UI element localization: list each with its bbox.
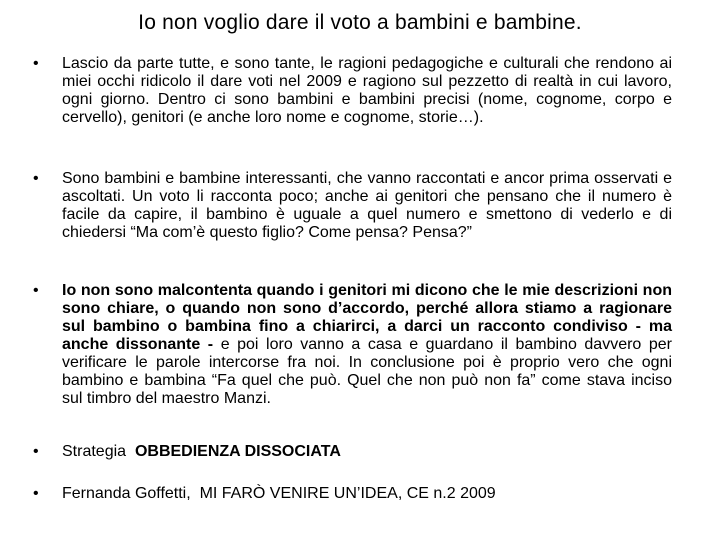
bullet-text-3 xyxy=(62,282,672,408)
bullet-text-1: Lascio da parte tutte, e sono tante, le ragioni pedagogiche e culturali che rendono ai miei occhi ridicolo il dare voti nel 2009 e ragiono sul pezzetto di realtà in cui lavoro, ogni giorno. Dentro ci sono bambini e bambini precisi (nome, cognome, corpo e cervello), genitori (e anche loro nome e cognome, storie…). xyxy=(62,55,672,126)
strategy-label: Strategia xyxy=(62,443,135,460)
strategy-name: OBBEDIENZA DISSOCIATA xyxy=(134,443,341,460)
slide-title: Io non voglio dare il voto a bambini e bambine. xyxy=(138,11,582,34)
bullet-dot-icon: • xyxy=(33,443,39,460)
bullet-text-3-regular: e poi loro vanno a casa e guardano il bambino davvero per verificare le parole intercorse fra noi. In conclusione poi è proprio vero che ogni bambino e bambina “Fa quel che può. Quel che non può non fa” come stava inciso sul timbro del maestro Manzi. xyxy=(62,336,673,407)
bullet-dot-icon: • xyxy=(33,282,39,299)
bullet-text-5: Fernanda Goffetti, MI FARÒ VENIRE UN’IDEA, CE n.2 2009 xyxy=(62,485,496,502)
bullet-dot-icon: • xyxy=(33,170,39,187)
bullet-text-3-bold: Io non sono malcontenta quando i genitori mi dicono che le mie descrizioni non sono chiare, o quando non sono d’accordo, perché allora stiamo a ragionare sul bambino o bambina fino a chiarirci, a darci un racconto condiviso - ma anche dissonante - xyxy=(62,282,672,353)
bullet-text-2: Sono bambini e bambine interessanti, che vanno raccontati e ancor prima osservati e ascoltati. Un voto li racconta poco; anche ai genitori che pensano che il numero è facile da capire, il bambino è uguale a quel numero e smettono di vederlo e di chiedersi “Ma com’è questo figlio? Come pensa? Pensa?” xyxy=(62,170,672,241)
bullet-text-4 xyxy=(62,443,672,461)
bullet-dot-icon: • xyxy=(33,55,39,72)
bullet-dot-icon: • xyxy=(33,485,39,502)
